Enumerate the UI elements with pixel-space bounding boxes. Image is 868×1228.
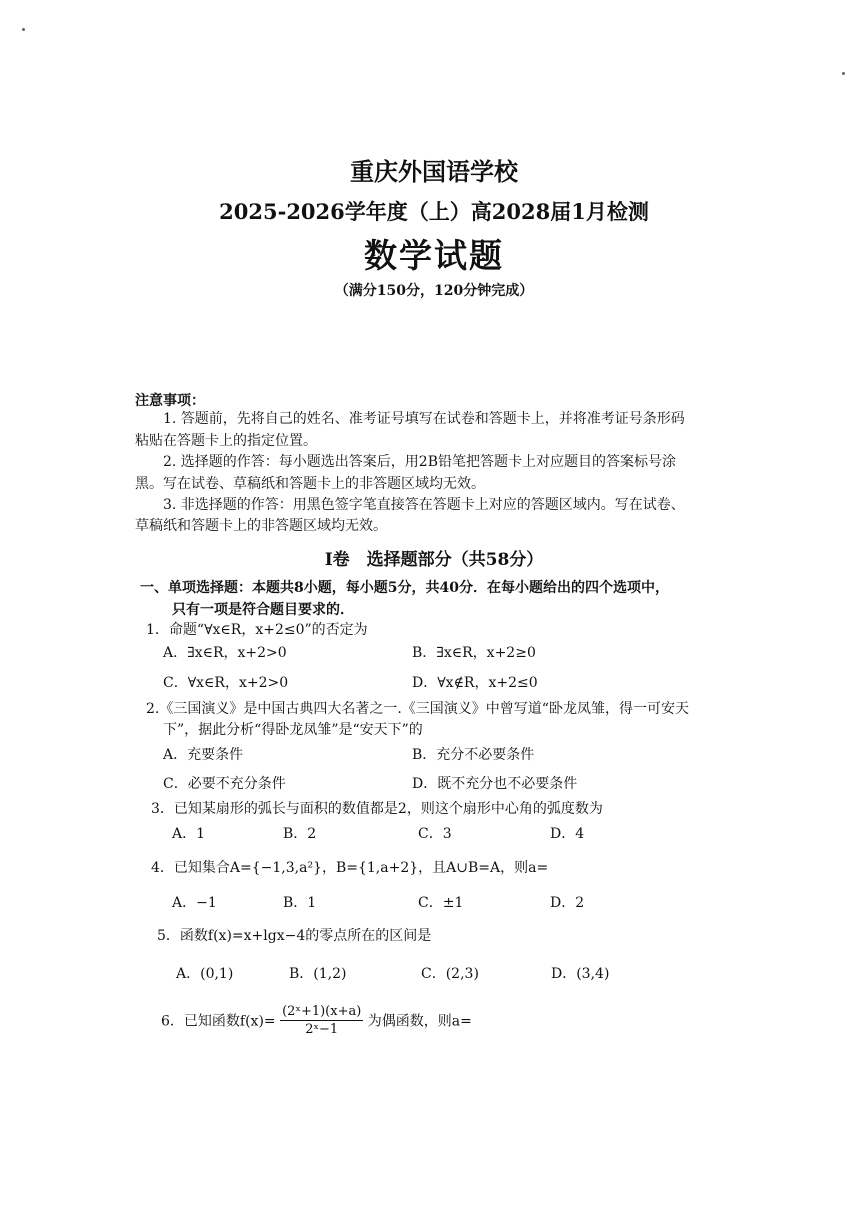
question-6-stem-suffix: 为偶函数，则a= [367,1013,472,1030]
part1-instruction-line1: 一、单项选择题：本题共8小题，每小题5分，共40分．在每小题给出的四个选项中， [140,580,669,596]
question-1-option-d: D．∀x∉R，x+2≤0 [412,675,538,691]
question-6-stem [161,1003,472,1038]
question-1-option-c: C．∀x∈R，x+2>0 [163,675,289,691]
question-5-option-c: C．(2,3) [421,966,479,982]
question-5-stem: 5．函数f(x)=x+lgx−4的零点所在的区间是 [157,928,432,944]
question-4-option-c: C．±1 [418,895,464,911]
question-6-stem-prefix: 6．已知函数f(x)= [161,1013,276,1030]
question-2-option-c: C．必要不充分条件 [163,776,286,792]
notice-item-1-line1: 1. 答题前，先将自己的姓名、准考证号填写在试卷和答题卡上，并将准考证号条形码 [163,411,685,427]
question-2-option-a: A．充要条件 [163,747,244,763]
question-2-option-b: B．充分不必要条件 [412,747,535,763]
question-4-option-d: D．2 [550,895,585,911]
notice-item-2-line1: 2. 选择题的作答：每小题选出答案后，用2B铅笔把答题卡上对应题目的答案标号涂 [163,454,677,470]
section-title: Ⅰ卷 选择题部分（共58分） [324,550,544,570]
question-3-option-c: C．3 [418,826,452,842]
question-5-option-d: D．(3,4) [551,966,610,982]
question-4-option-b: B．1 [283,895,317,911]
part1-instruction-line2: 只有一项是符合题目要求的． [172,602,354,618]
question-4-stem: 4．已知集合A={−1,3,a²}，B={1,a+2}，且A∪B=A，则a= [151,860,549,876]
question-5-option-b: B．(1,2) [289,966,347,982]
question-1-option-b: B．∃x∈R，x+2≥0 [412,645,536,661]
school-name: 重庆外国语学校 [350,157,518,186]
question-3-option-d: D．4 [550,826,585,842]
exam-subject-title: 数学试题 [364,236,504,275]
question-2-stem-line1: 2.《三国演义》是中国古典四大名著之一.《三国演义》中曾写道“卧龙凤雏，得一可安天 [146,701,689,717]
question-5-option-a: A．(0,1) [176,966,234,982]
notice-item-3-line1: 3. 非选择题的作答：用黑色签字笔直接答在答题卡上对应的答题区域内。写在试卷、 [163,497,685,513]
question-3-option-a: A．1 [172,826,206,842]
notice-item-2-line2: 黑。写在试卷、草稿纸和答题卡上的非答题区域均无效。 [135,476,485,492]
notice-item-3-line2: 草稿纸和答题卡上的非答题区域均无效。 [135,518,387,534]
question-3-option-b: B．2 [283,826,317,842]
question-6-fraction [280,1003,363,1038]
question-3-stem: 3．已知某扇形的弧长与面积的数值都是2，则这个扇形中心角的弧度数为 [151,801,603,817]
question-6-fraction-denominator: 2ˣ−1 [305,1022,339,1037]
question-6-fraction-numerator: (2ˣ+1)(x+a) [282,1004,362,1019]
scan-speck [22,28,25,31]
question-1-option-a: A．∃x∈R，x+2>0 [163,645,287,661]
scan-speck [842,72,845,75]
notice-item-1-line2: 粘贴在答题卡上的指定位置。 [135,433,317,449]
question-4-option-a: A．−1 [172,895,217,911]
question-1-stem: 1．命题“∀x∈R，x+2≤0”的否定为 [146,622,368,638]
question-2-option-d: D．既不充分也不必要条件 [412,776,578,792]
question-2-stem-line2: 下”，据此分析“得卧龙凤雏”是“安天下”的 [163,722,423,738]
notice-title: 注意事项： [135,393,205,409]
exam-duration: （满分150分，120分钟完成） [334,283,534,299]
exam-term: 2025-2026学年度（上）高2028届1月检测 [219,199,649,224]
